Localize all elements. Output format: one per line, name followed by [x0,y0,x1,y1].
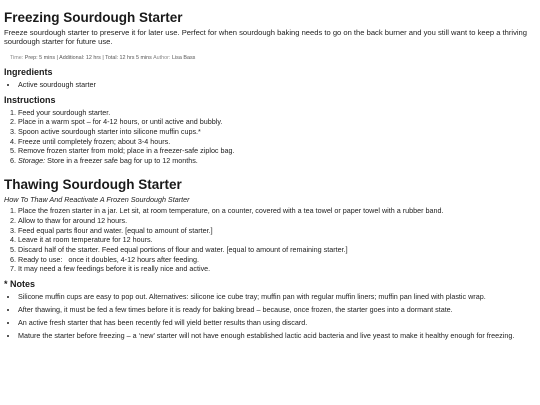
ingredients-heading: Ingredients [4,66,53,77]
instruction-step: 2. Place in a warm spot – for 4-12 hours, or until active and bubbly. [18,117,536,127]
recipe-meta [10,55,536,61]
note-item: • Mature the starter before freezing – a ‘new’ starter will not have enough established lactic acid bacteria and live yeast to make it healthy enough for freezing. [18,331,536,340]
storage-text: Store in a freezer safe bag for up to 12 months. [45,155,198,165]
note-item: • Silicone muffin cups are easy to pop out. Alternatives: silicone ice cube tray; muffin pan with regular muffin liners; muffin pan lined with plastic wrap. [18,292,536,301]
instruction-step [18,156,536,166]
thawing-step: 3. Feed equal parts flour and water. [equal to amount of starter.] [18,226,536,236]
recipe-title: Freezing Sourdough Starter [4,10,183,25]
thawing-steps-list [4,206,536,273]
thawing-step: 2. Allow to thaw for around 12 hours. [18,216,536,226]
instruction-step: 5. Remove frozen starter from mold; place in a freezer-safe ziploc bag. [18,146,536,156]
instructions-heading: Instructions [4,94,56,105]
instruction-step: 3. Spoon active sourdough starter into silicone muffin cups.* [18,127,536,137]
note-item: • An active fresh starter that has been recently fed will yield better results than using discard. [18,318,536,327]
recipe-description: Freeze sourdough starter to preserve it for later use. Perfect for when sourdough baking needs to go on the back burner and you still want to keep a thriving sourdough starter for future use. [4,28,528,47]
notes-heading: * Notes [4,278,36,289]
author-name: Lisa Bass [171,54,196,61]
thawing-step: 6. Ready to use: once it doubles, 4-12 hours after feeding. [18,255,536,265]
prep-time: Prep: 5 mins [24,54,56,61]
thawing-step: 7. It may need a few feedings before it is really nice and active. [18,264,536,274]
note-item: • After thawing, it must be fed a few times before it is ready for baking bread – because, once frozen, the starter goes into a dormant state. [18,305,536,314]
thawing-subtitle: How To Thaw And Reactivate A Frozen Sourdough Starter [4,195,190,205]
thawing-step: 5. Discard half of the starter. Feed equal portions of flour and water. [equal to amount of remaining starter.] [18,245,536,255]
thawing-step: 4. Leave it at room temperature for 12 hours. [18,235,536,245]
instruction-step: 1. Feed your sourdough starter. [18,108,536,118]
meta-separator: | [56,54,58,61]
additional-time: Additional: 12 hrs [59,54,101,61]
storage-label: Storage: [18,155,46,165]
thawing-title: Thawing Sourdough Starter [4,177,182,193]
ingredients-list [4,80,536,90]
author-label: Author: [153,54,171,61]
total-time: Total: 12 hrs 5 mins [105,54,152,61]
instruction-step: 4. Freeze until completely frozen; about 3-4 hours. [18,137,536,147]
instructions-list [4,108,536,166]
notes-list [4,292,536,340]
meta-separator: | [102,54,104,61]
thawing-step: 1. Place the frozen starter in a jar. Let sit, at room temperature, on a counter, covered with a tea towel or paper towel with a rubber band. [18,206,536,216]
time-label: Time: [10,54,24,61]
ingredient-item: • Active sourdough starter [18,80,536,90]
